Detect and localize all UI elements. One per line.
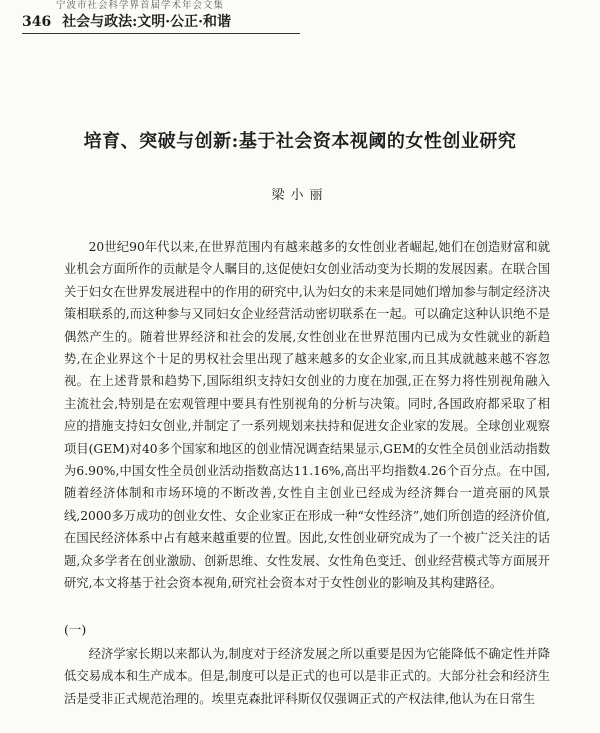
- page-number: 346: [22, 14, 52, 30]
- intro-text: [64, 236, 550, 595]
- paragraph: 经济学家长期以来都认为,制度对于经济发展之所以重要是因为它能降低不确定性并降低交易成本和生产成本。但是,制度可以是正式的也可以是非正式的。大部分社会和经济生活是受非正式规范治理的。埃里克森批评科斯仅仅强调正式的产权法律,他认为在日常生: [64, 647, 550, 706]
- paragraph: 20世纪90年代以来,在世界范围内有越来越多的女性创业者崛起,她们在创造财富和就业机会方面所作的贡献是令人瞩目的,这促使妇女创业活动变为长期的发展因素。在联合国关于妇女在世界发展进程中的作用的研究中,认为妇女的未来是同她们增加参与制定经济决策相联系的,而这种参与又同妇女企业经营活动密切联系在一起。可以确定这种认识绝不是偶然产生的。随着世界经济和社会的发展,女性创业在世界范围内已成为女性就业的新趋势,在企业界这个十足的男权社会里出现了越来越多的女企业家,而且其成就越来越不容忽视。在上述背景和趋势下,国际组织支持妇女创业的力度在加强,正在努力将性别视角融入主流社会,特别是在宏观管理中要具有性别视角的分析与决策。同时,各国政府都采取了相应的措施支持妇女创业,并制定了一系列规划来扶持和促进女企业家的发展。全球创业观察项目(GEM)对40多个国家和地区的创业情况调查结果显示,GEM的女性全员创业活动指数为6.90%,中国女性全员创业活动指数高达11.16%,高出平均指数4.26个百分点。在中国,随着经济体制和市场环境的不断改善,女性自主创业已经成为经济舞台一道亮丽的风景线,2000多万成功的创业女性、女企业家正在形成一种“女性经济”,她们所创造的经济价值,在国民经济体系中占有越来越重要的位置。因此,女性创业研究成为了一个被广泛关注的话题,众多学者在创业激励、创新思维、女性发展、女性角色变迁、创业经营模式等方面展开研究,本文将基于社会资本视角,研究社会资本对于女性创业的影响及其构建路径。: [64, 240, 550, 591]
- running-head: [22, 13, 231, 31]
- running-title: 社会与政法:文明·公正·和谐: [62, 14, 232, 30]
- header-rule: [22, 33, 300, 34]
- author-name: 梁小丽: [271, 188, 329, 203]
- section-text: [64, 643, 550, 710]
- running-note: 宁波市社会科学界首届学术年会文集: [56, 0, 225, 11]
- section-heading: (一): [64, 622, 87, 637]
- article-title: 培育、突破与创新:基于社会资本视阈的女性创业研究: [83, 131, 517, 152]
